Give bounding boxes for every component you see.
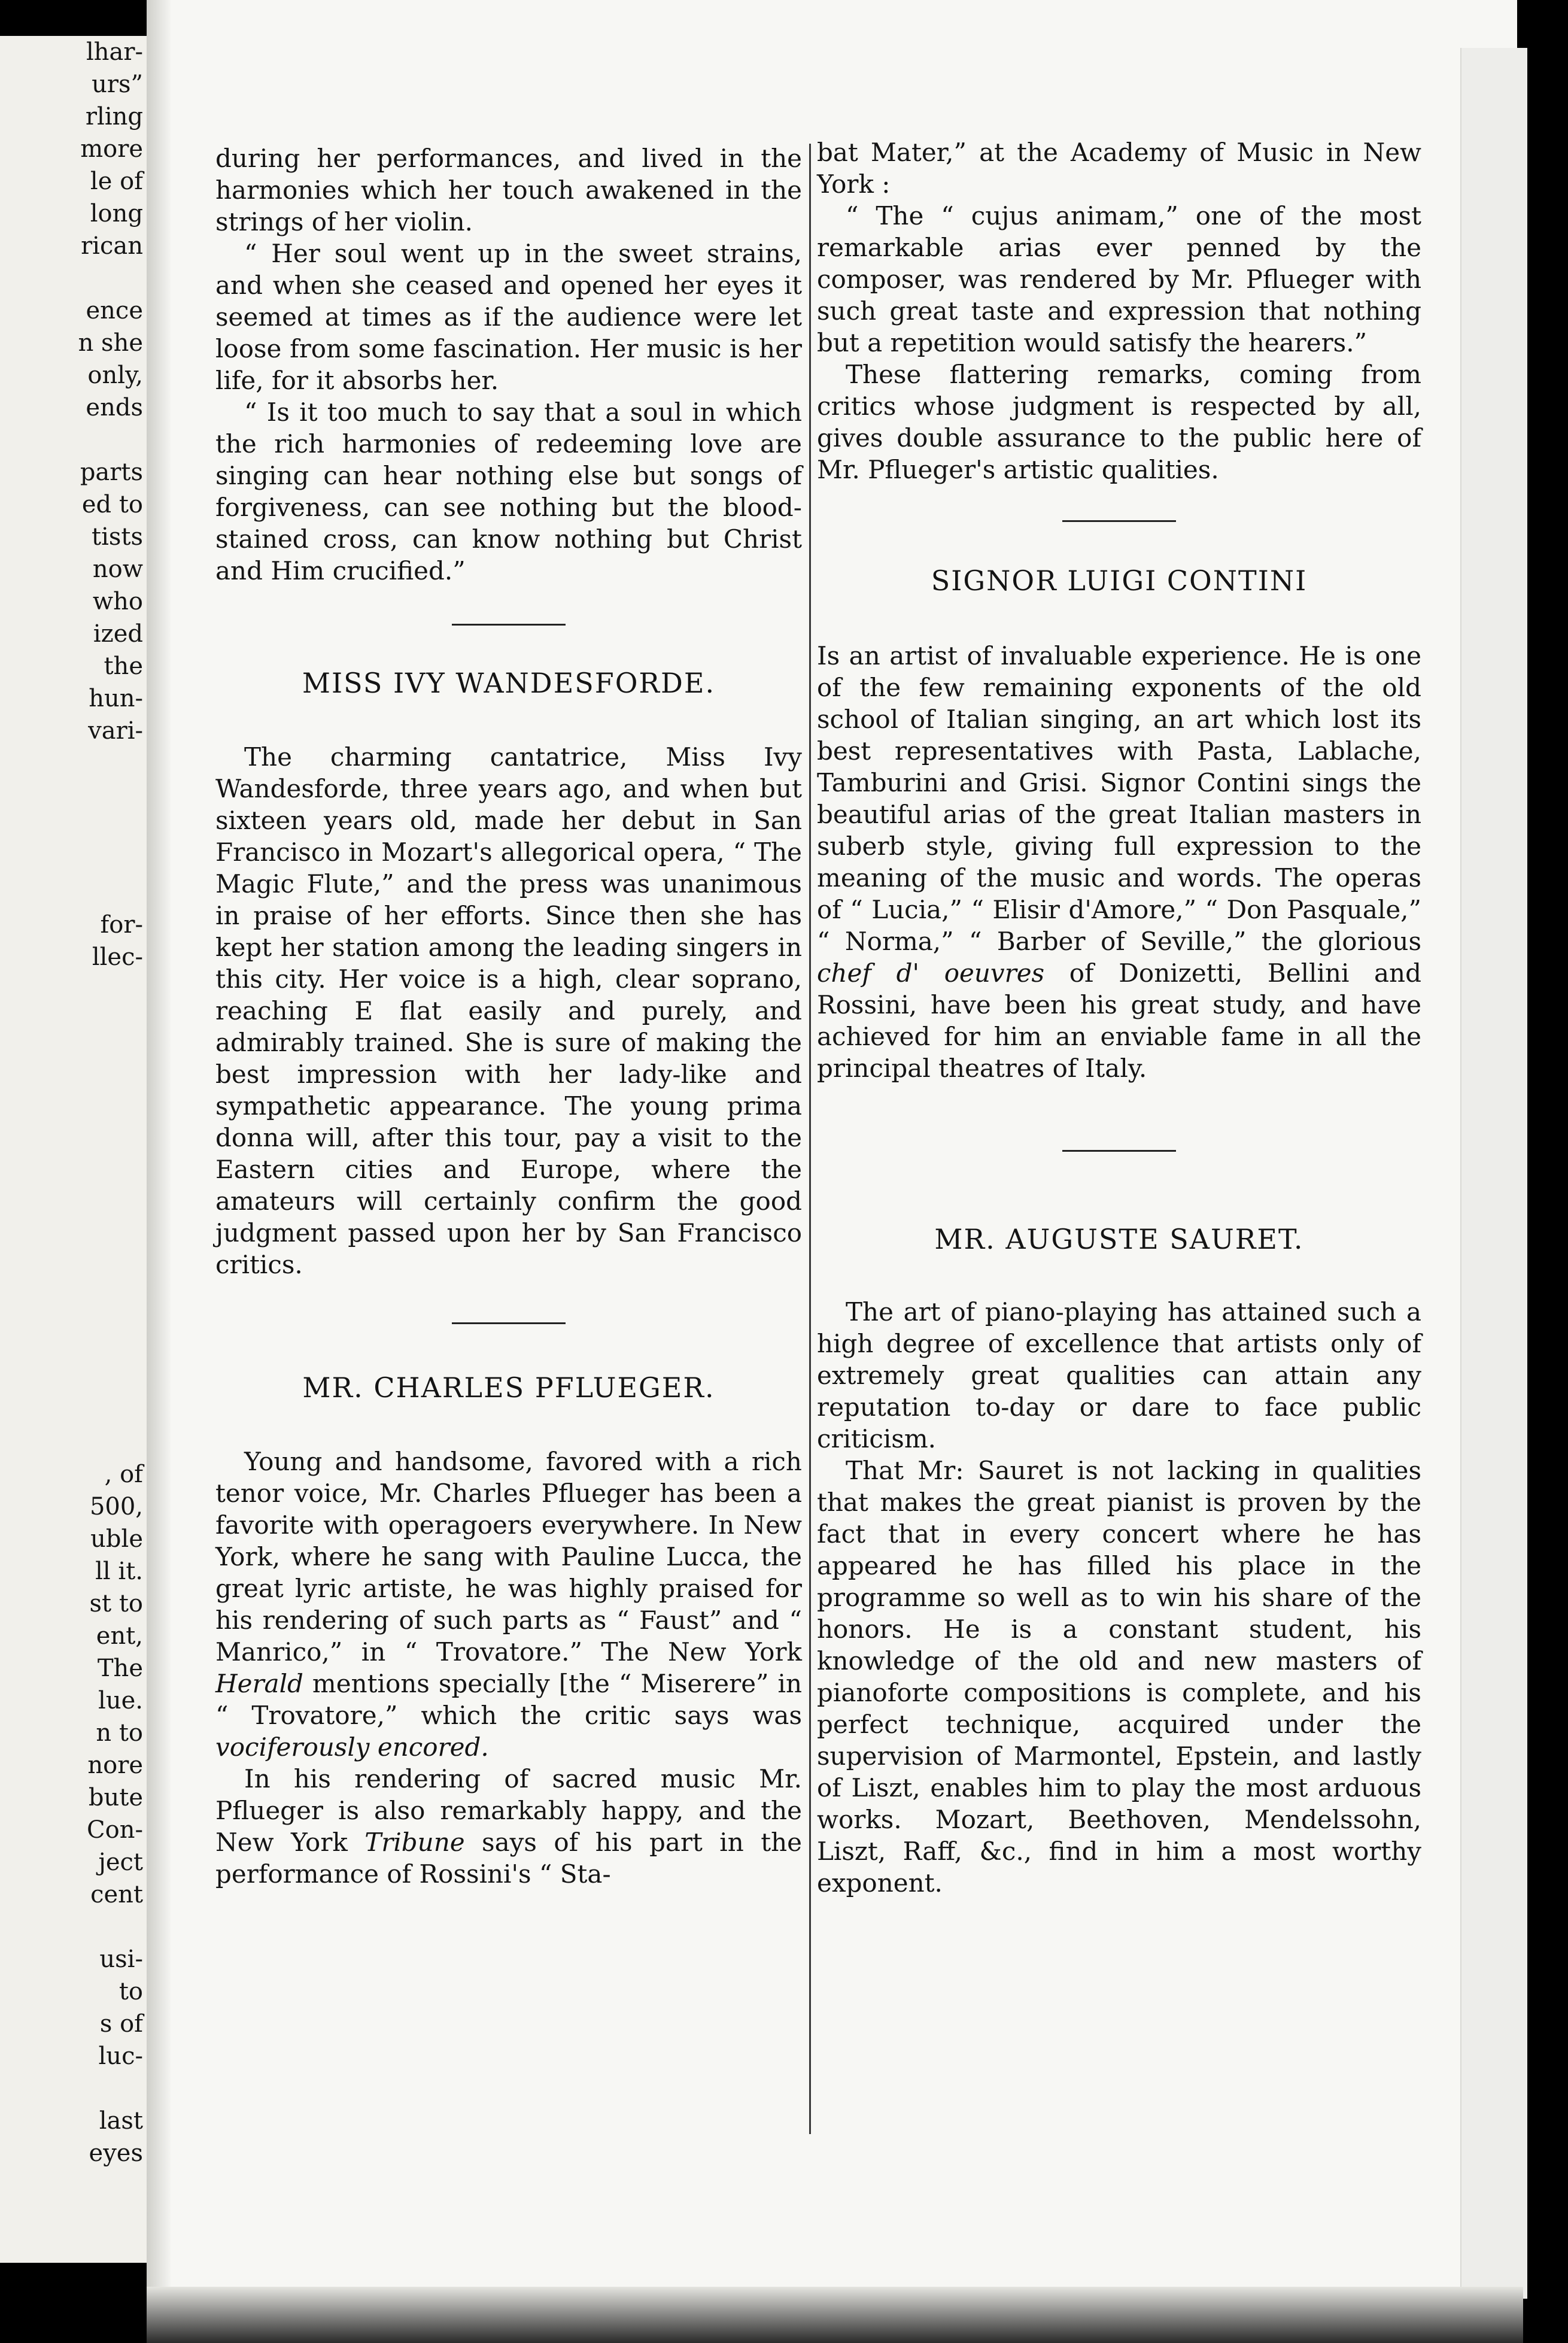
paragraph: Is an artist of invaluable experience. He is one of the few remaining exponents of the old school of Italian singing, an art which lost its best representatives with Pasta, Lablache, Tamburini and Grisi. Signor Contini sings the beautiful arias of the great Italian masters in suberb style, giving full expression to the meaning of the music and words. The operas of “ Lucia,” “ Elisir d'Amore,” “ Don Pasquale,” “ Norma,” “ Barber of Seville,” the glorious chef d' oeuvres of Donizetti, Bellini and Rossini, have been his great study, and have achieved for him an enviable fame in all the principal theatres of Italy. [817, 641, 1421, 1083]
fragment-line [0, 747, 143, 779]
fragment-line [0, 1394, 143, 1426]
fragment-line: lue. [98, 1687, 143, 1714]
fragment-line [0, 779, 143, 812]
page-bottom-edge [147, 2287, 1523, 2343]
fragment-line: tists [92, 523, 143, 551]
section-rule [452, 624, 566, 626]
fragment-line: usi- [99, 1946, 143, 1973]
paragraph: The charming cantatrice, Miss Ivy Wandesforde, three years ago, and when but sixteen years old, made her debut in San Francisco in Mozart's allegorical opera, “ The Magic Flute,” and the press was unanimous in praise of her efforts. Since then she has kept her station among the leading singers in this city. Her voice is a high, clear soprano, reaching E flat easily and purely, and admirably trained. She is sure of making the best impression with her lady-like and sympathetic appearance. The young prima donna will, after this tour, pay a visit to the Eastern cities and Europe, where the amateurs will certainly confirm the good judgment passed upon her by San Francisco critics. [215, 742, 802, 1279]
fragment-line [0, 1103, 143, 1135]
fragment-line: long [90, 200, 143, 227]
fragment-line: for- [100, 911, 143, 939]
fragment-line: le of [90, 168, 143, 195]
fragment-line [0, 1264, 143, 1297]
fragment-line [0, 424, 143, 456]
newspaper-name: Herald [215, 1669, 303, 1698]
paragraph: “ Is it too much to say that a soul in which the rich harmonies of redeeming love are singing can hear nothing else but songs of forgiveness, can see nothing but the blood-stained cross, can know nothing but Christ and Him crucified.” [215, 397, 802, 585]
page-fold [147, 0, 171, 2343]
fragment-line [0, 1200, 143, 1232]
fragment-line: , of [104, 1461, 143, 1488]
fragment-line: rican [81, 232, 143, 260]
fragment-line: bute [88, 1784, 143, 1811]
paragraph: These flattering remarks, coming from critics whose judgment is respected by all, gives double assurance to the public here of Mr. Pflueger's artistic qualities. [817, 360, 1421, 484]
paragraph: “ Her soul went up in the sweet strains, and when she ceased and opened her eyes it seemed at times as if the audience were let loose from some fascination. Her music is her life, for it absorbs her. [215, 239, 802, 395]
fragment-line: 500, [89, 1493, 143, 1520]
fragment-line: last [99, 2107, 143, 2135]
paragraph: In his rendering of sacred music Mr. Pflueger is also remarkably happy, and the New York Tribune says of his part in the performance of Rossini's “ Sta- [215, 1764, 802, 1889]
fragment-line: now [92, 556, 143, 583]
fragment-line [0, 812, 143, 844]
fragment-line: ized [93, 620, 143, 648]
fragment-line: vari- [88, 717, 143, 745]
fragment-line: uble [90, 1525, 143, 1553]
fragment-line [0, 2072, 143, 2105]
fragment-line [0, 1232, 143, 1264]
page-edge [1460, 48, 1527, 2299]
fragment-line [0, 1070, 143, 1103]
fragment-line: ll it. [95, 1558, 143, 1585]
fragment-line: urs” [92, 71, 143, 98]
fragment-line [0, 844, 143, 876]
fragment-line: to [118, 1978, 143, 2005]
fragment-line: rling [85, 103, 143, 130]
fragment-line [0, 262, 143, 295]
paragraph: bat Mater,” at the Academy of Music in New York : [817, 138, 1421, 199]
column-divider [809, 144, 811, 2134]
fragment-line: n to [96, 1719, 143, 1747]
adjacent-page-fragment [0, 36, 147, 2263]
emphasis: chef d' oeuvres [817, 958, 1045, 988]
fragment-line: lhar- [86, 38, 143, 66]
paragraph: during her performances, and lived in the harmonies which her touch awakened in the strings of her violin. [215, 144, 802, 236]
fragment-line: only, [87, 362, 143, 389]
fragment-line: llec- [92, 943, 143, 971]
fragment-line [0, 1911, 143, 1943]
adjacent-page-text [0, 36, 143, 2169]
fragment-line: cent [90, 1881, 143, 1908]
fragment-line: who [92, 588, 143, 615]
fragment-line: n she [78, 329, 143, 357]
fragment-line [0, 1006, 143, 1038]
paragraph: “ The “ cujus animam,” one of the most remarkable arias ever penned by the composer, was rendered by Mr. Pflueger with such great taste and expression that nothing but a repetition would satisfy the hearers.” [817, 201, 1421, 357]
fragment-line: ends [86, 394, 143, 421]
fragment-line [0, 1297, 143, 1329]
paragraph: Young and handsome, favored with a rich tenor voice, Mr. Charles Pflueger has been a favorite with operagoers everywhere. In New York, where he sang with Pauline Lucca, the great lyric artiste, he was highly praised for his rendering of such parts as “ Faust” and “ Manrico,” in “ Trovatore.” The New York Herald mentions specially [the “ Miserere” in “ Trovatore,” which the critic says was vociferously encored. [215, 1447, 802, 1762]
fragment-line: hun- [89, 685, 143, 712]
section-rule [1062, 520, 1176, 522]
fragment-line: parts [80, 459, 143, 486]
fragment-line: ent, [96, 1622, 143, 1650]
fragment-line: ject [98, 1849, 143, 1876]
section-heading-sauret: MR. AUGUSTE SAURET. [934, 1223, 1304, 1255]
fragment-line: more [80, 135, 143, 163]
section-rule [452, 1322, 566, 1324]
fragment-line [0, 1167, 143, 1200]
fragment-line: s of [99, 2010, 143, 2038]
section-rule [1062, 1150, 1176, 1152]
fragment-line [0, 1135, 143, 1167]
fragment-line: luc- [98, 2042, 143, 2070]
fragment-line [0, 1038, 143, 1070]
newspaper-name: Tribune [364, 1828, 465, 1857]
emphasis: vociferously encored. [215, 1732, 489, 1762]
fragment-line [0, 1426, 143, 1458]
fragment-line [0, 1361, 143, 1394]
right-column [817, 136, 1421, 1899]
paragraph: The art of piano-playing has attained such a high degree of excellence that artists only of extremely great qualities can attain any reputation to-day or dare to face public criticism. [817, 1297, 1421, 1453]
section-heading-wandesforde: MISS IVY WANDESFORDE. [302, 667, 716, 699]
section-heading-pflueger: MR. CHARLES PFLUEGER. [302, 1371, 715, 1404]
fragment-line: ence [86, 297, 143, 324]
fragment-line: ed to [81, 491, 143, 518]
fragment-line: eyes [89, 2139, 143, 2167]
fragment-line: the [104, 652, 143, 680]
fragment-line [0, 973, 143, 1006]
fragment-line: nore [87, 1752, 143, 1779]
fragment-line: The [97, 1655, 143, 1682]
left-column [215, 142, 802, 1890]
paragraph: That Mr: Sauret is not lacking in qualities that makes the great pianist is proven by the fact that in every concert where he has appeared he has filled his place in the programme so well as to win his share of the honors. He is a constant student, his knowledge of the old and new masters of pianoforte compositions is complete, and his perfect technique, acquired under the supervision of Marmontel, Epstein, and lastly of Liszt, enables him to play the most arduous works. Mozart, Beethoven, Mendelssohn, Liszt, Raff, &c., find in him a most worthy exponent. [817, 1456, 1421, 1898]
fragment-line: Con- [87, 1816, 143, 1844]
fragment-line: st to [89, 1590, 143, 1617]
section-heading-contini: SIGNOR LUIGI CONTINI [931, 564, 1308, 597]
fragment-line [0, 876, 143, 909]
fragment-line [0, 1329, 143, 1361]
